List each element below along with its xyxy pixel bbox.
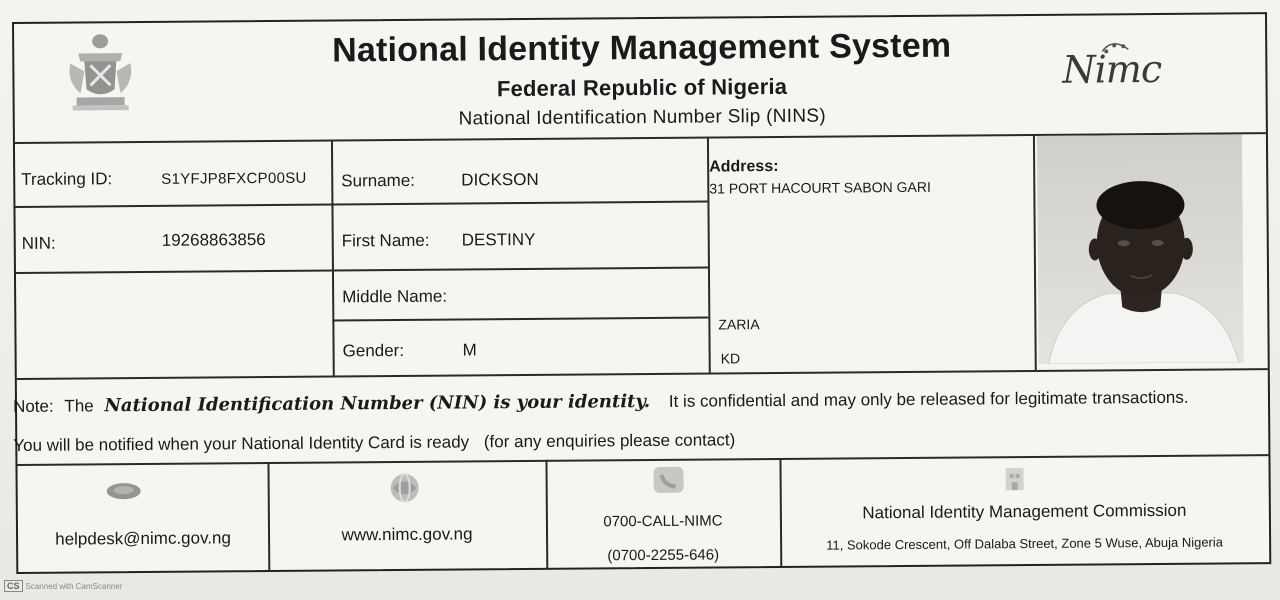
address-label: Address:	[709, 157, 779, 176]
commission-address: 11, Sokode Crescent, Off Dalaba Street, Zone 5 Wuse, Abuja Nigeria	[826, 534, 1224, 553]
tracking-id-label: Tracking ID:	[21, 169, 113, 189]
first-name-label: First Name:	[341, 230, 430, 251]
note-prefix: Note:	[12, 396, 54, 417]
note-line-1	[13, 387, 1189, 417]
first-name-value: DESTINY	[461, 229, 536, 250]
passport-photo	[1037, 134, 1244, 364]
person-photo-icon	[1037, 134, 1244, 364]
nin-value: 19268863856	[161, 230, 266, 250]
slip-name: National Identification Number Slip (NINS)	[458, 105, 827, 130]
building-icon	[1001, 462, 1027, 492]
nin-label: NIN:	[21, 233, 56, 253]
gender-label: Gender:	[342, 340, 405, 361]
row-divider-3	[332, 317, 708, 322]
nimc-logo-text: Nimc	[1062, 46, 1162, 92]
phone-icon	[651, 465, 685, 495]
middle-name-label: Middle Name:	[342, 286, 448, 307]
footer-divider	[17, 454, 1268, 466]
note-line2-paren: (for any enquiries please contact)	[483, 430, 736, 452]
address-town: ZARIA	[718, 316, 760, 333]
phone-call-nimc[interactable]: 0700-CALL-NIMC	[603, 512, 723, 531]
col-divider-1	[331, 139, 335, 375]
scanner-badge: CS	[4, 580, 23, 592]
note-rest: It is confidential and may only be released for legitimate transactions.	[668, 387, 1189, 411]
note-emphasis: National Identification Number (NIN) is your identity.	[104, 391, 651, 417]
note-line-2	[13, 430, 735, 456]
scanner-watermark	[4, 580, 122, 592]
footer-col-1	[267, 462, 270, 572]
nimc-logo	[1062, 41, 1162, 102]
website-link[interactable]: www.nimc.gov.ng	[341, 524, 473, 545]
helpdesk-email[interactable]: helpdesk@nimc.gov.ng	[55, 528, 231, 549]
scanner-text: Scanned with CamScanner	[25, 582, 123, 591]
tracking-id-value: S1YFJP8FXCP00SU	[161, 169, 307, 188]
page-title: National Identity Management System	[332, 26, 952, 70]
row-divider-2	[16, 267, 708, 274]
gender-value: M	[462, 340, 477, 360]
country-subtitle: Federal Republic of Nigeria	[496, 73, 788, 102]
commission-name: National Identity Management Commission	[862, 500, 1187, 523]
phone-number[interactable]: (0700-2255-646)	[607, 546, 720, 565]
globe-icon	[388, 471, 422, 505]
note-the: The	[64, 396, 94, 416]
note-line2-text: You will be notified when your National Identity Card is ready	[13, 432, 470, 456]
col-divider-3	[1033, 134, 1037, 370]
mail-icon	[106, 481, 142, 501]
nin-slip	[12, 12, 1271, 574]
address-state: KD	[720, 350, 741, 367]
row-divider-1	[15, 201, 707, 208]
fields-bottom-divider	[17, 368, 1268, 380]
address-line1: 31 PORT HACOURT SABON GARI	[709, 178, 931, 197]
surname-label: Surname:	[341, 170, 416, 191]
surname-value: DICKSON	[461, 169, 539, 190]
